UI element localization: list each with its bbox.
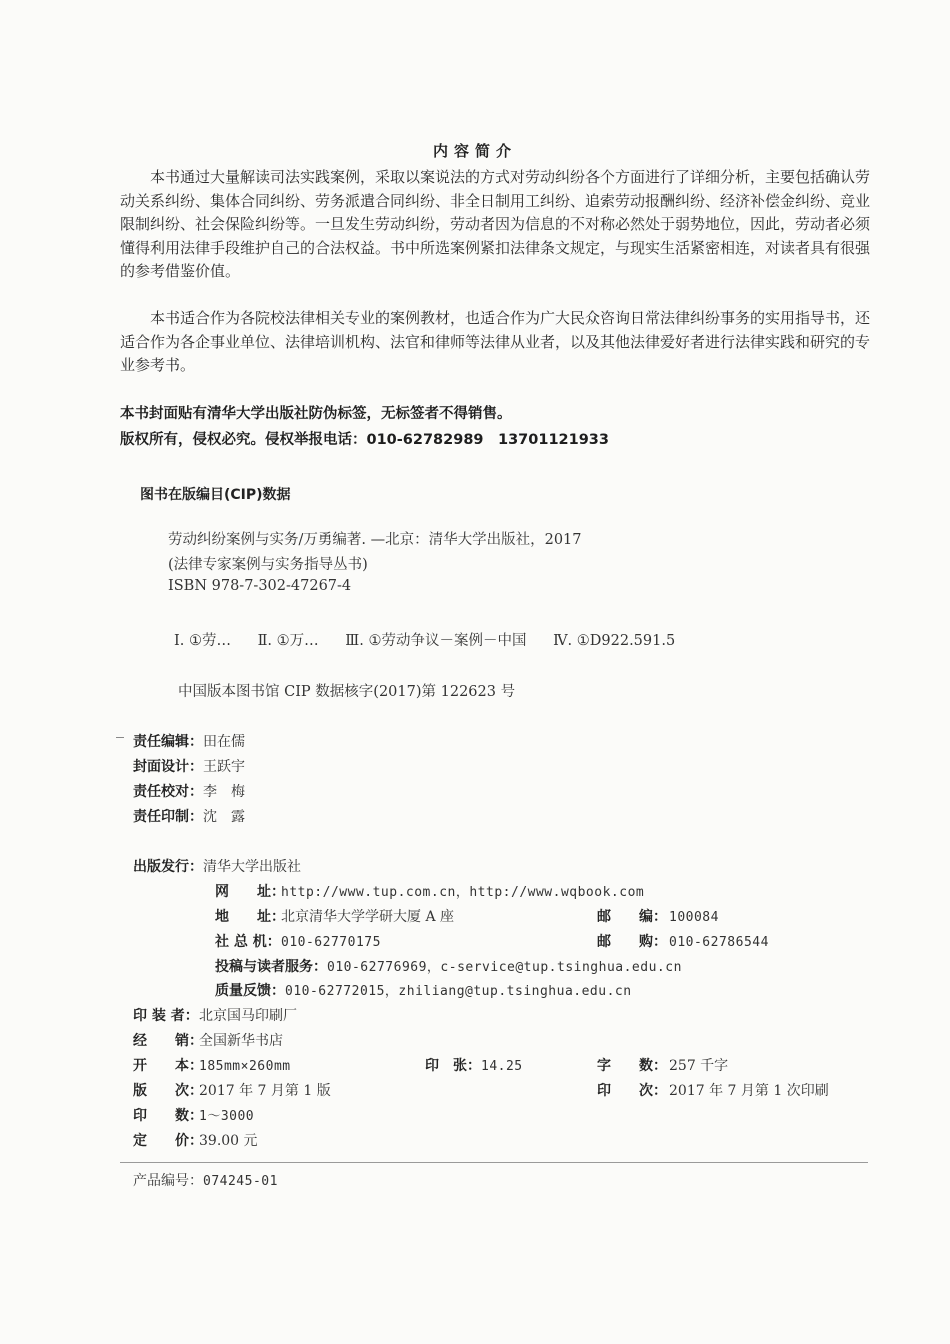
- cip-isbn: ISBN 978-7-302-47267-4: [168, 578, 352, 594]
- edition-label: 版 次：: [133, 1083, 203, 1099]
- format-row: [133, 1055, 291, 1075]
- cip-classification: [174, 629, 697, 650]
- cip-class-item: Ⅰ. ①劳…: [174, 633, 231, 649]
- staff-value: 田在儒: [203, 734, 245, 750]
- staff-editor: [133, 731, 245, 751]
- website-label: 网 址：: [215, 884, 285, 900]
- publisher-row: [133, 856, 301, 876]
- switchboard-value: 010-62770175: [281, 935, 381, 950]
- publisher-website-row: [215, 881, 644, 901]
- anti-counterfeit-notice: 本书封面贴有清华大学出版社防伪标签，无标签者不得销售。: [120, 406, 512, 422]
- quality-feedback-value[interactable]: 010-62772015，zhiliang@tup.tsinghua.edu.cn: [285, 984, 632, 999]
- cip-heading: 图书在版编目(CIP)数据: [140, 487, 291, 503]
- reader-service-label: 投稿与读者服务：: [215, 959, 327, 975]
- impression-row: [597, 1080, 829, 1100]
- quality-feedback-row: [215, 980, 632, 1000]
- printer-value: 北京国马印刷厂: [199, 1008, 297, 1024]
- cip-series-line: (法律专家案例与实务指导丛书): [168, 557, 368, 573]
- reader-service-value[interactable]: 010-62776969，c-service@tup.tsinghua.edu.cn: [327, 960, 682, 975]
- staff-value: 李 梅: [203, 784, 245, 800]
- staff-label: 责任校对：: [133, 784, 203, 800]
- edition-value: 2017 年 7 月第 1 版: [199, 1083, 331, 1099]
- cip-class-item: Ⅳ. ①D922.591.5: [553, 633, 676, 649]
- format-label: 开 本：: [133, 1058, 203, 1074]
- price-value: 39.00 元: [199, 1133, 258, 1149]
- website-value[interactable]: http://www.tup.com.cn，http://www.wqbook.com: [281, 885, 645, 900]
- format-value: 185mm×260mm: [199, 1059, 291, 1074]
- copies-label: 印 数：: [133, 1108, 203, 1124]
- impression-label: 印 次：: [597, 1083, 667, 1099]
- switchboard-label: 社 总 机：: [215, 934, 281, 950]
- distributor-label: 经 销：: [133, 1033, 203, 1049]
- word-count-value: 257 千字: [669, 1058, 729, 1074]
- reader-service-row: [215, 956, 682, 976]
- printer-row: [133, 1005, 297, 1025]
- address-value: 北京清华大学学研大厦 A 座: [281, 909, 455, 925]
- distributor-value: 全国新华书店: [199, 1033, 283, 1049]
- impression-value: 2017 年 7 月第 1 次印刷: [669, 1083, 829, 1099]
- price-row: [133, 1130, 258, 1150]
- cip-class-item: Ⅱ. ①万…: [257, 633, 319, 649]
- printer-label: 印 装 者：: [133, 1008, 199, 1024]
- mailorder-value: 010-62786544: [669, 935, 769, 950]
- product-code-value: 074245-01: [203, 1174, 278, 1189]
- publisher-switchboard-row: [215, 931, 381, 951]
- copyright-notice: 版权所有，侵权必究。侵权举报电话：010-62782989 13701121933: [120, 432, 609, 448]
- staff-value: 王跃宇: [203, 759, 245, 775]
- distributor-row: [133, 1030, 283, 1050]
- staff-printing: [133, 806, 245, 826]
- staff-value: 沈 露: [203, 809, 245, 825]
- sheets-row: [425, 1055, 523, 1075]
- staff-label: 责任编辑：: [133, 734, 203, 750]
- sheets-value: 14.25: [481, 1059, 523, 1074]
- staff-cover-design: [133, 756, 245, 776]
- zip-value: 100084: [669, 910, 719, 925]
- publisher-address-row: [215, 906, 454, 926]
- sheets-label: 印 张：: [425, 1058, 481, 1074]
- product-code-row: [133, 1170, 278, 1190]
- price-label: 定 价：: [133, 1133, 203, 1149]
- copies-value: 1～3000: [199, 1109, 255, 1124]
- staff-label: 封面设计：: [133, 759, 203, 775]
- zip-label: 邮 编：: [597, 909, 667, 925]
- quality-feedback-label: 质量反馈：: [215, 983, 285, 999]
- word-count-label: 字 数：: [597, 1058, 667, 1074]
- intro-title: 内容简介: [432, 142, 517, 160]
- publisher-zip-row: [597, 906, 719, 926]
- word-count-row: [597, 1055, 728, 1075]
- cip-title-line: 劳动纠纷案例与实务/万勇编著. —北京：清华大学出版社，2017: [168, 532, 582, 548]
- publisher-value: 清华大学出版社: [203, 859, 301, 875]
- publisher-mailorder-row: [597, 931, 769, 951]
- intro-paragraph-1: 本书通过大量解读司法实践案例，采取以案说法的方式对劳动纠纷各个方面进行了详细分析，主要包括确认劳动关系纠纷、集体合同纠纷、劳务派遣合同纠纷、非全日制用工纠纷、追索劳动报酬纠纷、经济补偿金纠纷、竞业限制纠纷、社会保险纠纷等。一旦发生劳动纠纷，劳动者因为信息的不对称必然处于弱势地位，因此，劳动者必须懂得利用法律手段维护自己的合法权益。书中所选案例紧扣法律条文规定，与现实生活紧密相连，对读者具有很强的参考借鉴价值。: [120, 168, 871, 280]
- intro-paragraph-2: 本书适合作为各院校法律相关专业的案例教材，也适合作为广大民众咨询日常法律纠纷事务的实用指导书，还适合作为各企事业单位、法律培训机构、法官和律师等法律从业者，以及其他法律爱好者进行法律实践和研究的专业参考书。: [120, 309, 871, 374]
- margin-mark: [116, 737, 124, 738]
- publisher-label: 出版发行：: [133, 859, 203, 875]
- staff-label: 责任印制：: [133, 809, 203, 825]
- mailorder-label: 邮 购：: [597, 934, 667, 950]
- cip-core-number: 中国版本图书馆 CIP 数据核字(2017)第 122623 号: [178, 684, 516, 700]
- footer-divider: [120, 1162, 868, 1163]
- copies-row: [133, 1105, 254, 1125]
- staff-proofreader: [133, 781, 245, 801]
- edition-row: [133, 1080, 331, 1100]
- address-label: 地 址：: [215, 909, 285, 925]
- product-code-label: 产品编号：: [133, 1173, 203, 1189]
- cip-class-item: Ⅲ. ①劳动争议－案例－中国: [345, 633, 527, 649]
